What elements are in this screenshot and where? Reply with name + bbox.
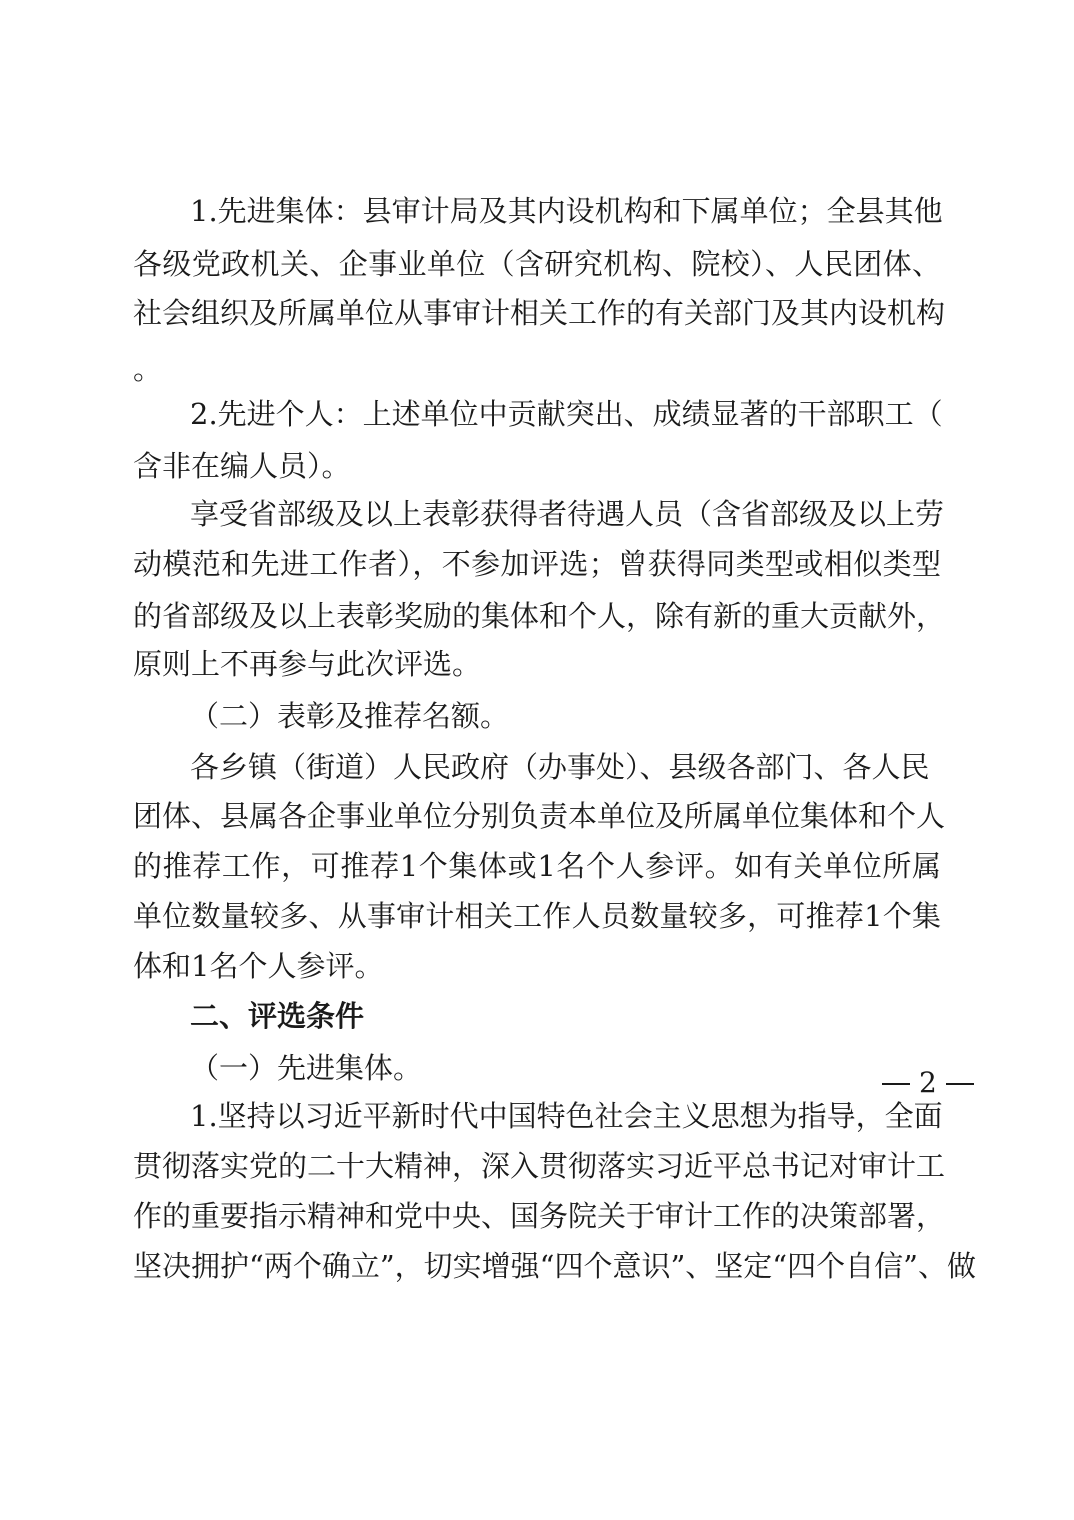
line-text: 1.先进集体：县审计局及其内设机构和下属单位；全县其他 [190, 194, 943, 228]
line-text: 团体、县属各企事业单位分别负责本单位及所属单位集体和个人 [133, 799, 946, 833]
line-text: 原则上不再参与此次评选。 [133, 647, 482, 681]
paragraph-line [0, 790, 1074, 842]
page-footer [0, 1063, 1074, 1103]
line-text: （一）先进集体。 [190, 1051, 423, 1085]
paragraph-line [0, 1240, 1074, 1292]
line-text: 社会组织及所属单位从事审计相关工作的有关部门及其内设机构 [133, 296, 946, 330]
line-text: 各乡镇（街道）人民政府（办事处）、县级各部门、各人民 [190, 750, 930, 784]
paragraph-line [0, 440, 1074, 492]
paragraph-line [0, 287, 1074, 339]
paragraph-line [0, 590, 1074, 642]
line-text: 1.坚持以习近平新时代中国特色社会主义思想为指导，全面 [190, 1099, 943, 1133]
paragraph-line [0, 890, 1074, 942]
line-text: 单位数量较多、从事审计相关工作人员数量较多，可推荐1个集 [133, 899, 941, 933]
paragraph-line [0, 638, 1074, 690]
paragraph-line [0, 1140, 1074, 1192]
line-text: 。 [133, 352, 163, 386]
paragraph-line [0, 538, 1074, 590]
paragraph-line [0, 185, 1074, 237]
line-text: 的省部级及以上表彰奖励的集体和个人，除有新的重大贡献外， [133, 599, 946, 633]
line-text: 的推荐工作，可推荐1个集体或1名个人参评。如有关单位所属 [133, 849, 941, 883]
line-text: 动模范和先进工作者），不参加评选；曾获得同类型或相似类型 [133, 547, 941, 581]
line-text: 作的重要指示精神和党中央、国务院关于审计工作的决策部署， [133, 1199, 946, 1233]
paragraph-line [0, 488, 1074, 540]
line-text: 2.先进个人：上述单位中贡献突出、成绩显著的干部职工（ [190, 397, 943, 431]
paragraph-line [0, 388, 1074, 440]
paragraph-line [0, 940, 1074, 992]
line-text: 含非在编人员）。 [133, 449, 351, 483]
footer-dash-right [946, 1083, 974, 1085]
section-heading [0, 990, 1074, 1042]
line-text: 二、评选条件 [190, 999, 365, 1033]
footer-dash-left [882, 1083, 910, 1085]
line-text: 享受省部级及以上表彰获得者待遇人员（含省部级及以上劳 [190, 497, 945, 531]
section-subheading [0, 690, 1074, 742]
line-text: 坚决拥护“两个确立”，切实增强“四个意识”、坚定“四个自信”、做 [133, 1249, 976, 1283]
paragraph-line [0, 238, 1074, 290]
paragraph-line [0, 1190, 1074, 1242]
page-number: 2 [919, 1066, 937, 1099]
paragraph-line [0, 840, 1074, 892]
line-text: 各级党政机关、企事业单位（含研究机构、院校）、人民团体、 [133, 247, 941, 281]
paragraph-line [0, 741, 1074, 793]
line-text: 贯彻落实党的二十大精神，深入贯彻落实习近平总书记对审计工 [133, 1149, 946, 1183]
line-text: （二）表彰及推荐名额。 [190, 699, 510, 733]
line-text: 体和1名个人参评。 [133, 949, 384, 983]
